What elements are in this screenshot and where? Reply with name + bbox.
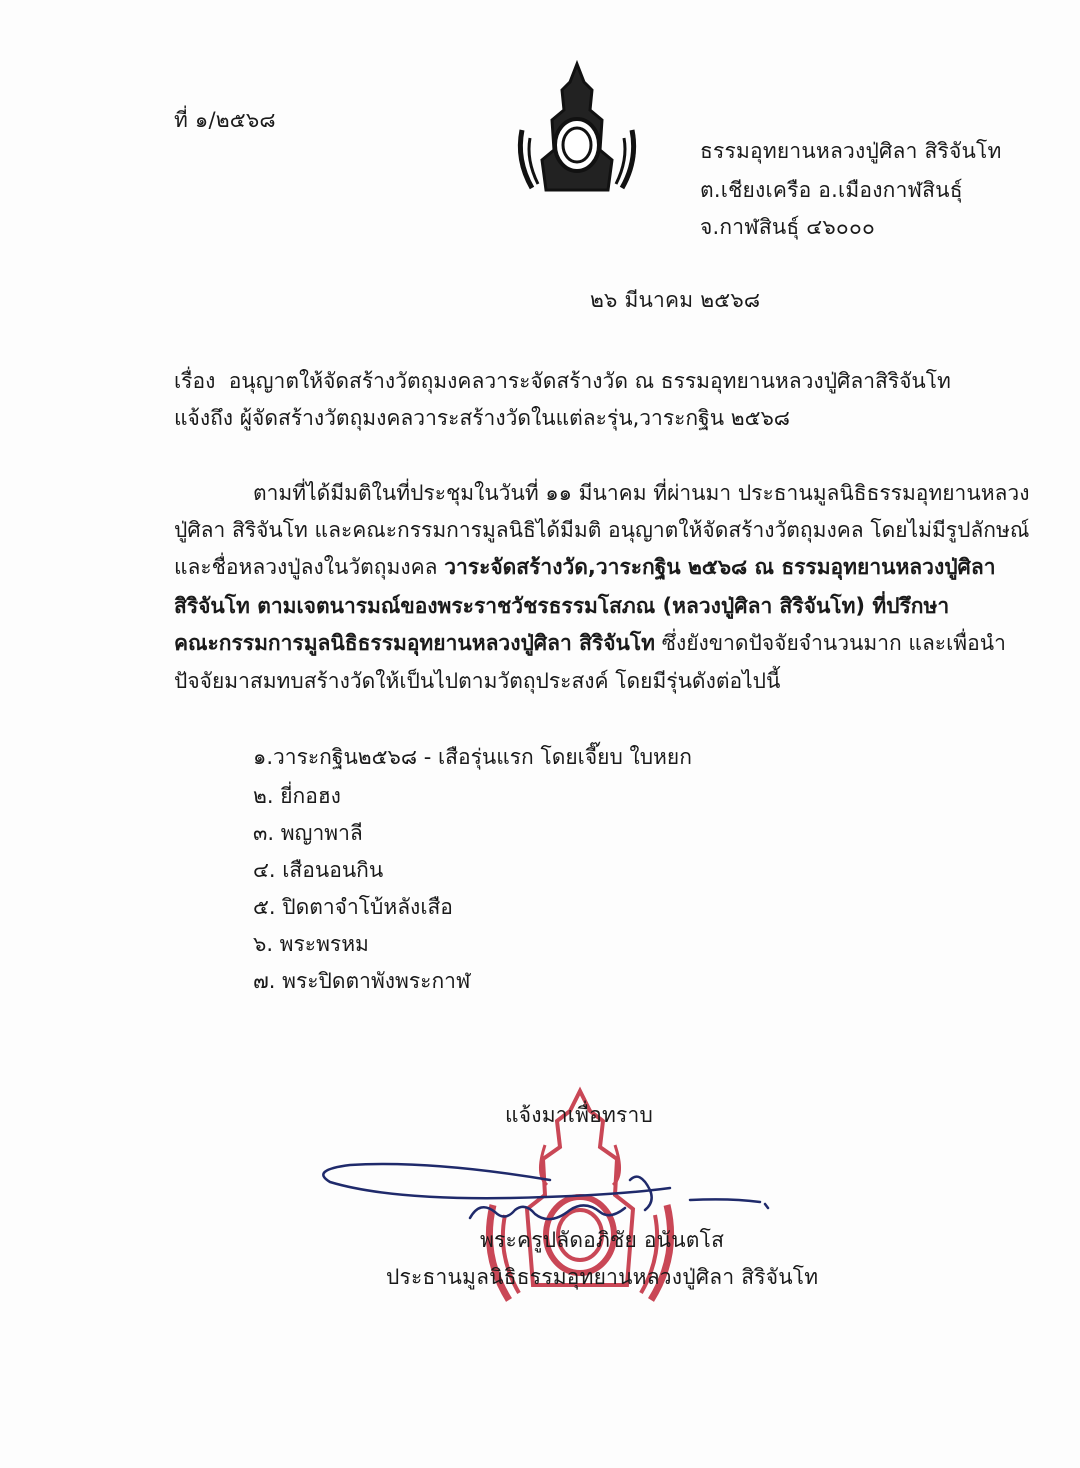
- list-item-5: ๕. ปิดตาจำโบ้หลังเสือ: [253, 895, 453, 919]
- sender-address-line-2: ต.เชียงเครือ อ.เมืองกาฬสินธุ์: [700, 178, 963, 202]
- list-item-1: ๑.วาระกฐิน๒๕๖๘ - เสือรุ่นแรก โดยเจี๊ยบ ใบหยก: [253, 745, 692, 769]
- subject-label: เรื่อง: [174, 369, 216, 393]
- closing-text: แจ้งมาเพื่อทราบ: [505, 1103, 654, 1127]
- body-line-4: สิริจันโท ตามเจตนารมณ์ของพระราชวัชรธรรมโสภณ (หลวงปู่ศิลา สิริจันโท) ที่ปรึกษา: [174, 594, 950, 618]
- list-item-2: ๒. ยี่กอฮง: [253, 784, 341, 808]
- body-emphasis-2: คณะกรรมการมูลนิธิธรรมอุทยานหลวงปู่ศิลา สิริจันโท: [174, 631, 655, 655]
- list-item-3: ๓. พญาพาลี: [253, 821, 363, 845]
- recipient-label: แจ้งถึง: [174, 406, 234, 430]
- reference-number: ที่ ๑/๒๕๖๘: [174, 108, 276, 132]
- letter-date: ๒๖ มีนาคม ๒๕๖๘: [590, 288, 761, 312]
- body-line-5: คณะกรรมการมูลนิธิธรรมอุทยานหลวงปู่ศิลา สิริจันโท ซึ่งยังขาดปัจจัยจำนวนมาก และเพื่อนำ: [174, 631, 1006, 655]
- recipient-line: [174, 402, 790, 435]
- body-line-6: ปัจจัยมาสมทบสร้างวัดให้เป็นไปตามวัตถุประสงค์ โดยมีรุ่นดังต่อไปนี้: [174, 669, 781, 693]
- body-line-3: และชื่อหลวงปู่ลงในวัตถุมงคล วาระจัดสร้างวัด,วาระกฐิน ๒๕๖๘ ณ ธรรมอุทยานหลวงปู่ศิลา: [174, 555, 996, 579]
- body-emphasis-1: วาระจัดสร้างวัด,วาระกฐิน ๒๕๖๘ ณ ธรรมอุทยานหลวงปู่ศิลา: [444, 555, 996, 579]
- list-item-7: ๗. พระปิดตาพังพระกาฬ: [253, 969, 471, 993]
- sender-address-line-1: ธรรมอุทยานหลวงปู่ศิลา สิริจันโท: [700, 139, 1002, 163]
- subject-text: อนุญาตให้จัดสร้างวัตถุมงคลวาระจัดสร้างวัด ณ ธรรมอุทยานหลวงปู่ศิลาสิริจันโท: [228, 369, 951, 393]
- subject-line: [174, 365, 951, 398]
- list-item-6: ๖. พระพรหม: [253, 932, 369, 956]
- recipient-text: ผู้จัดสร้างวัตถุมงคลวาระสร้างวัดในแต่ละรุ่น,วาระกฐิน ๒๕๖๘: [239, 406, 790, 430]
- body-line-2: ปู่ศิลา สิริจันโท และคณะกรรมการมูลนิธิได้มีมติ อนุญาตให้จัดสร้างวัตถุมงคล โดยไม่มีรูปลักษณ์: [174, 518, 1030, 542]
- list-item-4: ๔. เสือนอนกิน: [253, 858, 384, 882]
- handwritten-signature-icon: [310, 1140, 810, 1240]
- body-line-1: ตามที่ได้มีมติในที่ประชุมในวันที่ ๑๑ มีนาคม ที่ผ่านมา ประธานมูลนิธิธรรมอุทยานหลวง: [253, 481, 1030, 505]
- signatory-name: พระครูปลัดอภิชัย อนันตโส: [480, 1228, 725, 1252]
- signatory-title: ประธานมูลนิธิธรรมอุทยานหลวงปู่ศิลา สิริจันโท: [386, 1265, 819, 1289]
- sender-address-line-3: จ.กาฬสินธุ์ ๔๖๐๐๐: [700, 215, 875, 239]
- foundation-emblem-icon: [512, 60, 642, 200]
